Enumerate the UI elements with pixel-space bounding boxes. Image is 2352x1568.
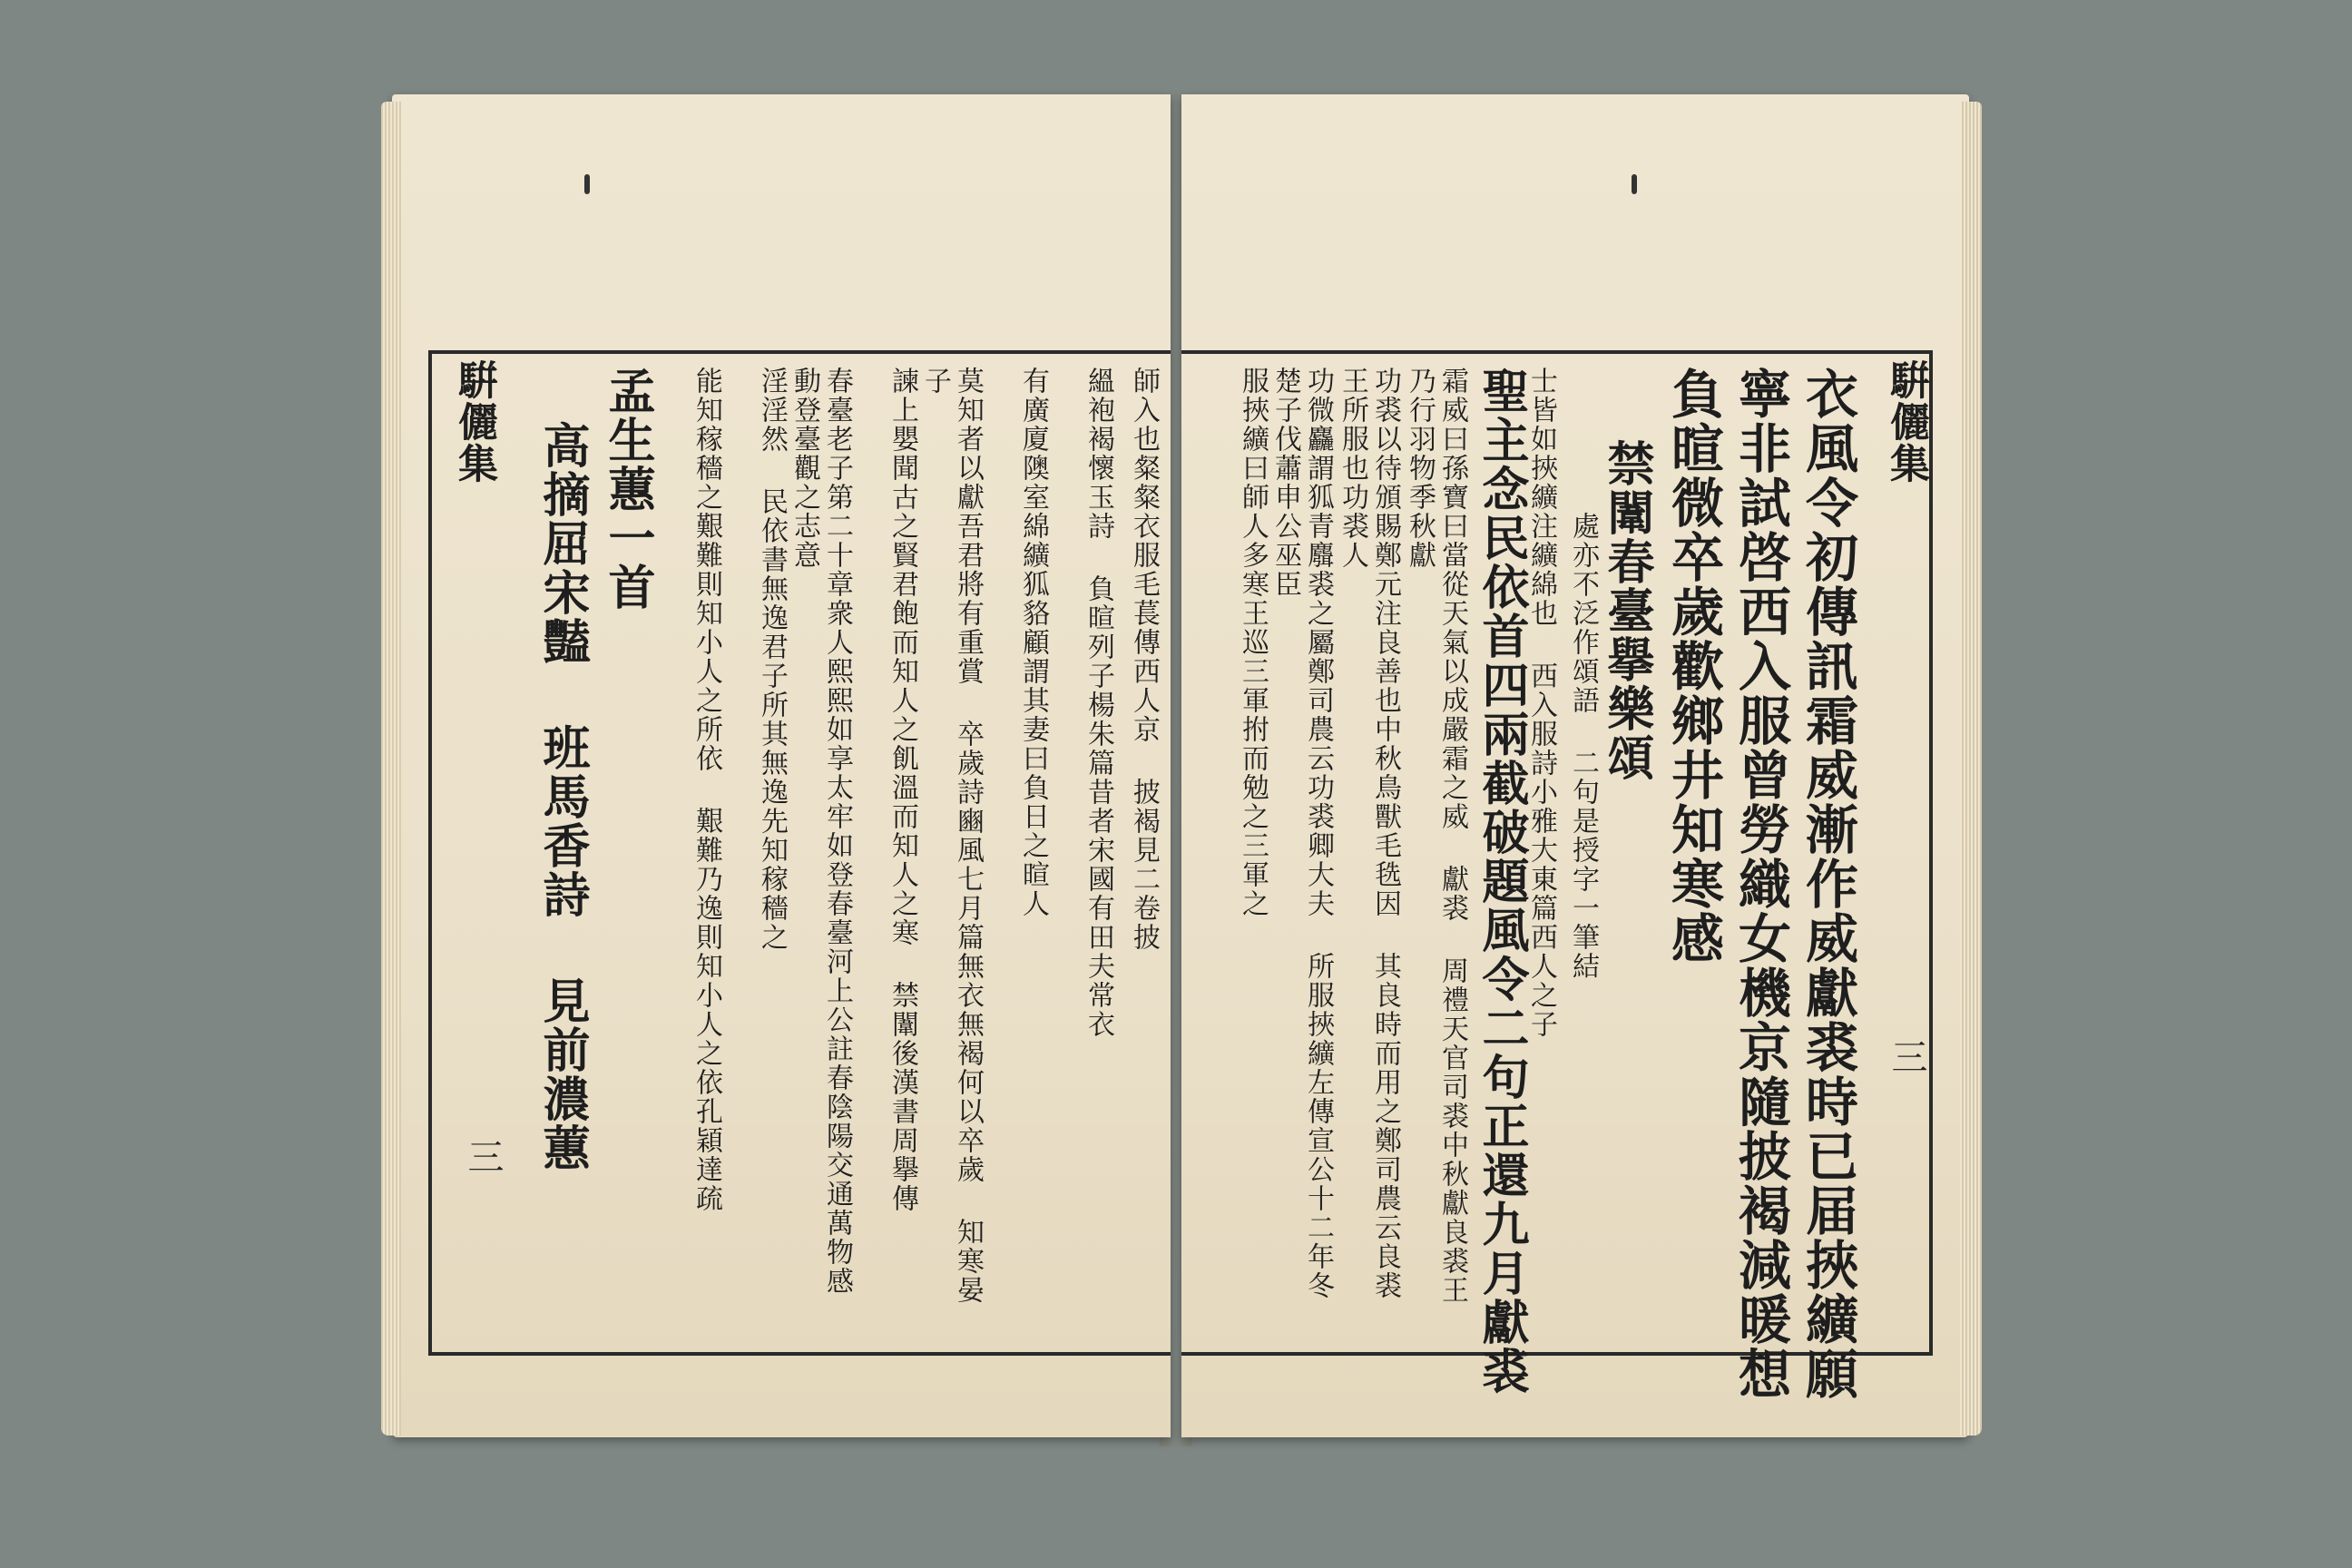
left-folio: 三	[462, 1138, 504, 1174]
binding-hole	[584, 174, 590, 194]
left-column-9: 能知稼穡之艱難則知小人之所依 艱難乃逸則知小人之依孔穎達疏	[691, 367, 722, 1213]
right-page-edge	[1960, 102, 1982, 1436]
right-column-4: 禁闈春臺擧樂頌	[1599, 439, 1654, 782]
right-page	[1181, 94, 1969, 1437]
right-column-7: 霜威曰孫寶曰當從天氣以成嚴霜之威 獻裘 周禮天官司裘中秋獻良裘王乃行羽物季秋獻	[1404, 367, 1468, 1305]
left-column-1: 士皆如挾纊注纊綿也 西入服詩小雅大東篇西人之子	[1525, 367, 1557, 1039]
right-column-5: 處亦不泛作頌語 二句是授字一筆結	[1567, 512, 1599, 981]
right-column-6: 聖主念民依首四兩截破題風令二句正還九月獻裘	[1474, 367, 1529, 1396]
left-frame-border	[428, 350, 432, 1356]
right-folio: 三	[1886, 1038, 1927, 1074]
left-column-10: 孟生蕙一首	[600, 367, 655, 612]
binding-hole	[1632, 174, 1637, 194]
right-column-8: 功裘以待頒賜鄭元注良善也中秋鳥獸毛毨因 其良時而用之鄭司農云良裘王所服也功裘人	[1337, 367, 1401, 1300]
left-column-2: 師入也粲粲衣服毛萇傳西人京 披褐見二卷披	[1128, 367, 1160, 952]
right-column-1: 衣風令初傳訊霜威漸作威獻裘時已届挾纊願	[1797, 367, 1858, 1401]
left-page-edge	[381, 102, 401, 1436]
open-book	[392, 94, 1969, 1455]
left-column-8: 淫淫然 民依書無逸君子所其無逸先知稼穡之	[756, 367, 788, 952]
right-page-header: 騈儷集	[1883, 359, 1929, 485]
right-column-9: 功微麤謂狐青麛裘之屬鄭司農云功裘卿大夫 所服挾纊左傳宣公十二年冬楚子伐蕭申公巫臣	[1269, 367, 1334, 1300]
left-column-5: 莫知者以獻吾君將有重賞 卒歲詩豳風七月篇無衣無褐何以卒歲 知寒晏子	[919, 367, 984, 1305]
left-column-3: 縕袍褐懷玉詩 負暄列子楊朱篇昔者宋國有田夫常衣	[1083, 367, 1114, 1039]
left-column-7: 春臺老子第二十章衆人熙熙如享太牢如登春臺河上公註春陰陽交通萬物感動登臺觀之志意	[789, 367, 853, 1296]
left-page	[392, 94, 1171, 1437]
right-column-2: 寧非試啓西入服曾勞織女機京隨披褐減暖想	[1730, 367, 1791, 1401]
left-column-4: 有廣廈隩室綿纊狐貉顧謂其妻曰負日之暄人	[1017, 367, 1049, 918]
left-page-header: 騈儷集	[451, 359, 497, 485]
right-column-3: 負暄微卒歲歡鄉井知寒感	[1662, 367, 1724, 965]
right-frame-border	[1929, 350, 1933, 1356]
left-column-11: 高摘屈宋豔 班馬香詩 見前濃蕙	[534, 421, 590, 1172]
right-column-10: 服挾纊曰師人多寒王巡三軍拊而勉之三軍之	[1237, 367, 1269, 918]
left-column-6: 諫上嬰聞古之賢君飽而知人之飢溫而知人之寒 禁闈後漢書周擧傳	[887, 367, 918, 1213]
